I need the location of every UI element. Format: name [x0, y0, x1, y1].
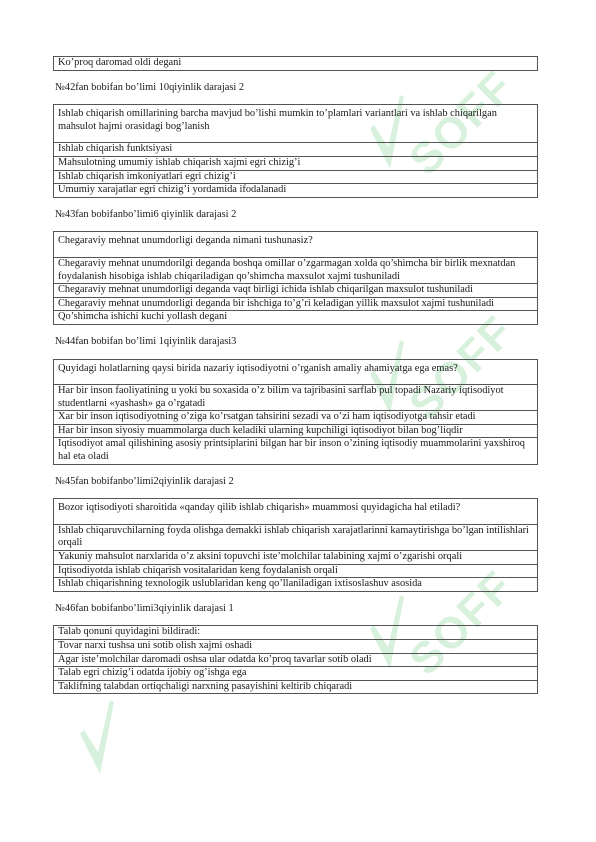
answer-row: Ishlab chiqarish imkoniyatlari egri chizig’i — [53, 171, 538, 185]
soff-logo-icon — [80, 690, 114, 780]
answer-row: Iqtisodiyotda ishlab chiqarish vositalaridan keng foydalanish orqali — [53, 565, 538, 579]
watermark-text: SOFF — [400, 61, 524, 185]
answer-row: Yakuniy mahsulot narxlarida o’z aksini topuvchi iste’molchilar talabining xajmi o’zgarishi orqali — [53, 551, 538, 565]
watermark-text: SOFF — [400, 561, 524, 685]
document-body — [53, 56, 538, 694]
watermark-text: SOFF — [400, 306, 524, 430]
answer-row: Har bir inson faoliyatining u yoki bu soxasida o’z bilim va tajribasini sarflab pul topadi Nazariy iqtisodiyot studentlarni «yashash» ga o’rgatadi — [53, 385, 538, 411]
answer-row: Har bir inson siyosiy muammolarga duch keladiki ularning kupchiligi iqtisodiyot bilan bog’liqdir — [53, 425, 538, 439]
answer-row: Ishlab chiqarishning texnologik uslublaridan keng qo’llaniladigan ixtisoslashuv asosida — [53, 578, 538, 592]
question-title: №43fan bobifanbo’limi6 qiyinlik darajasi 2 — [55, 208, 237, 220]
question-text: Ishlab chiqarish omillarining barcha mavjud bo’lishi mumkin to’plamlari variantlari va ishlab chiqarilgan mahsulot hajmi orasidagi bog’lanish — [53, 104, 538, 143]
answer-row: Xar bir inson iqtisodiyotning o’ziga ko’rsatgan tahsirini sezadi va o’zi ham iqtisodiyotga tahsir etadi — [53, 411, 538, 425]
question-block-43 — [53, 209, 538, 325]
question-text: Quyidagi holatlarning qaysi birida nazariy iqtisodiyotni o’rganish amaliy ahamiyatga ega emas? — [53, 359, 538, 386]
question-text: Bozor iqtisodiyoti sharoitida «qanday qilib ishlab chiqarish» muammosi quyidagicha hal etiladi? — [53, 498, 538, 525]
answer-row: Iqtisodiyot amal qilishining asosiy printsiplarini bilgan har bir inson o’zining iqtisodiy muammolarini yaxshiroq hal eta oladi — [53, 438, 538, 464]
answer-row: Mahsulotning umumiy ishlab chiqarish xajmi egri chizig’i — [53, 157, 538, 171]
question-title: №46fan bobifanbo’limi3qiyinlik darajasi 1 — [55, 602, 234, 614]
answer-row: Chegaraviy mehnat unumdorilgi deganda boshqa omillar o’zgarmagan xolda qo’shimcha bir birlik mexnatdan foydalanish hisobiga ishlab chiqariladigan qo’shimcha maxsulot xajmi tushuniladi — [53, 258, 538, 284]
question-text: Talab qonuni quyidagini bildiradi: — [53, 625, 538, 640]
answer-row: Agar iste’molchilar daromadi oshsa ular odatda ko’proq tavarlar sotib oladi — [53, 654, 538, 668]
question-block-45 — [53, 476, 538, 592]
answer-row: Chegaraviy mehnat unumdorligi deganda vaqt birligi ichida ishlab chiqarilgan maxsulot tushuniladi — [53, 284, 538, 298]
question-block-44 — [53, 336, 538, 465]
answer-row: Talab egri chizig’i odatda ijobiy og’ishga ega — [53, 667, 538, 681]
answer-row: Umumiy xarajatlar egri chizig’i yordamida ifodalanadi — [53, 184, 538, 198]
answer-row-top: Ko’proq daromad oldi degani — [53, 56, 538, 71]
answer-row: Tovar narxi tushsa uni sotib olish xajmi oshadi — [53, 640, 538, 654]
question-title: №45fan bobifanbo’limi2qiyinlik darajasi 2 — [55, 475, 234, 487]
answer-row: Ishlab chiqaruvchilarning foyda olishga demakki ishlab chiqarish xarajatlarinni kamaytirishga bo’lgan intilishlari orqali — [53, 525, 538, 551]
question-title: №44fan bobifan bo’limi 1qiyinlik darajasi3 — [55, 335, 237, 347]
question-block-42 — [53, 82, 538, 198]
answer-row: Chegaraviy mehnat unumdorligi deganda bir ishchiga to’g’ri keladigan yillik maxsulot xajmi tushuniladi — [53, 298, 538, 312]
answer-row: Taklifning talabdan ortiqchaligi narxning pasayishini keltirib chiqaradi — [53, 681, 538, 695]
question-block-46 — [53, 603, 538, 695]
question-title: №42fan bobifan bo’limi 10qiyinlik darajasi 2 — [55, 81, 245, 93]
question-text: Chegaraviy mehnat unumdorligi deganda nimani tushunasiz? — [53, 231, 538, 258]
answer-row: Ishlab chiqarish funktsiyasi — [53, 143, 538, 157]
answer-row: Qo’shimcha ishichi kuchi yollash degani — [53, 311, 538, 325]
